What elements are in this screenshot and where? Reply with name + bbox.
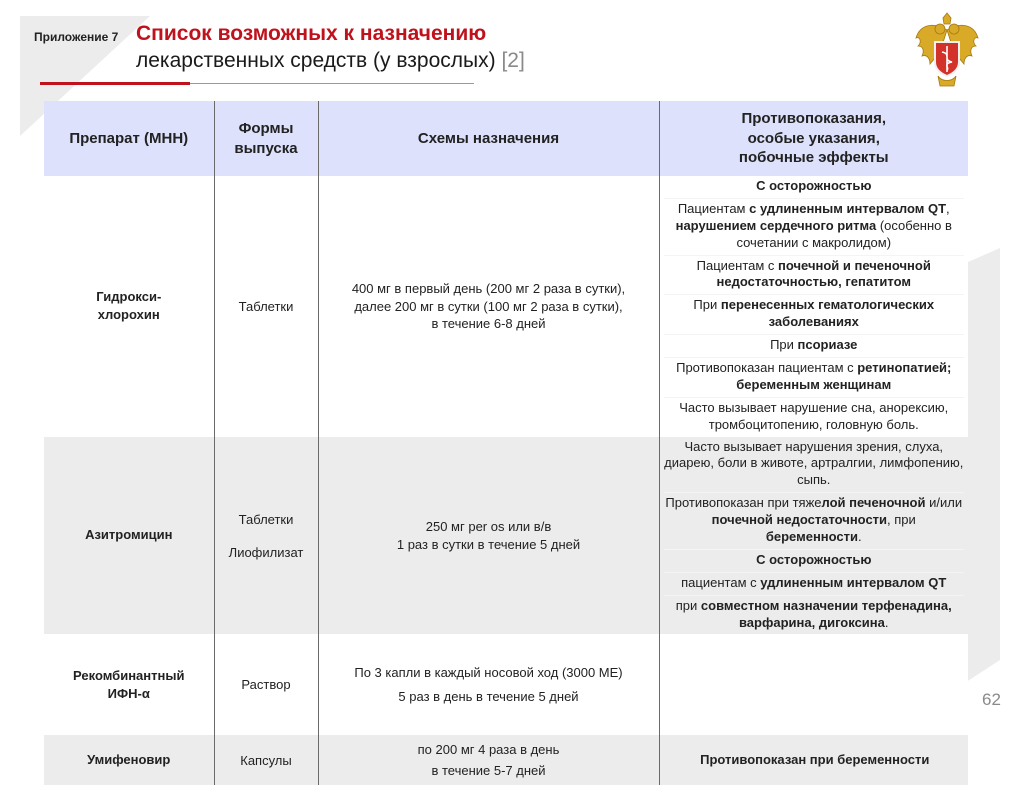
drug-name-line: хлорохин bbox=[97, 307, 160, 323]
dosage-scheme bbox=[318, 437, 659, 635]
drug-name bbox=[44, 634, 214, 735]
drug-name-line: Умифеновир bbox=[87, 752, 171, 768]
note-text-bold: удлиненным интервалом QT bbox=[760, 574, 947, 590]
page-number: 62 bbox=[982, 690, 1001, 709]
reference-marker: [2] bbox=[501, 49, 525, 72]
note-text: . bbox=[884, 614, 889, 630]
table-row bbox=[44, 634, 968, 735]
note-text: Пациентам с bbox=[696, 257, 779, 273]
note-text-bold: Противопоказан при беременности bbox=[700, 751, 930, 767]
note-text: пациентам с bbox=[681, 574, 761, 590]
note-text: при bbox=[675, 597, 701, 613]
medications-table bbox=[44, 101, 968, 785]
note-text-bold: псориазе bbox=[797, 337, 858, 353]
release-forms bbox=[214, 176, 318, 437]
note-text-bold: перенесенных гематологических заболеваниях bbox=[720, 297, 935, 330]
dosage-line: 5 раз в день в течение 5 дней bbox=[398, 688, 579, 704]
note-text-bold: почечной и печеночной недостаточностью, гепатитом bbox=[716, 257, 931, 290]
drug-name bbox=[44, 176, 214, 437]
column-header-notes-line1: Противопоказания, bbox=[741, 110, 887, 128]
contraindications bbox=[659, 735, 968, 785]
column-header-notes-line3: побочные эффекты bbox=[738, 149, 889, 167]
note-text-bold: совместном назначении терфенадина, варфарина, дигоксина bbox=[700, 597, 952, 630]
column-header-forms-line2: выпуска bbox=[234, 139, 298, 157]
dosage-line: 400 мг в первый день (200 мг 2 раза в сутки), bbox=[351, 280, 626, 296]
dosage-line: 1 раз в сутки в течение 5 дней bbox=[396, 536, 581, 552]
release-forms bbox=[214, 735, 318, 785]
note-text-bold: нарушением сердечного ритма bbox=[675, 217, 877, 233]
title-underline-red bbox=[40, 82, 190, 85]
column-header-notes-line2: особые указания, bbox=[747, 129, 880, 147]
dosage-line: по 200 мг 4 раза в день bbox=[417, 741, 560, 757]
note-text: Пациентам bbox=[677, 200, 750, 216]
note-text: (особенно в сочетании с макролидом) bbox=[736, 217, 952, 250]
note-text-bold: беременности bbox=[765, 529, 859, 545]
note-text: Часто вызывает нарушение сна, анорексию, тромбоцитопению, головную боль. bbox=[679, 399, 949, 432]
dosage-line: далее 200 мг в сутки (100 мг 2 раза в сутки), bbox=[354, 298, 623, 314]
right-gray-shape bbox=[968, 248, 1000, 668]
note-item bbox=[666, 750, 965, 772]
contraindications bbox=[659, 437, 968, 635]
page-title-line2-text: лекарственных средств (у взрослых) bbox=[136, 49, 496, 72]
release-forms bbox=[214, 634, 318, 735]
release-form: Таблетки bbox=[238, 298, 294, 314]
column-header-forms-line1: Формы bbox=[238, 120, 294, 137]
drug-name-line: Гидрокси- bbox=[96, 289, 162, 305]
ministry-of-health-emblem-icon bbox=[912, 12, 982, 92]
note-text-bold: почечной недостаточности bbox=[711, 512, 888, 528]
contraindications bbox=[659, 176, 968, 437]
drug-name-line: ИФН-α bbox=[107, 685, 150, 701]
release-form: Капсулы bbox=[240, 752, 292, 768]
dosage-scheme bbox=[318, 176, 659, 437]
note-text: , bbox=[946, 200, 950, 216]
dosage-line: По 3 капли в каждый носовой ход (3000 МЕ) bbox=[354, 665, 623, 681]
dosage-line: 250 мг per os или в/в bbox=[425, 518, 552, 534]
note-text: Часто вызывает нарушения зрения, слуха, диарею, боли в животе, артралгии, лимфопению, сыпь. bbox=[664, 438, 964, 488]
table-header-row bbox=[44, 101, 968, 176]
dosage-line: в течение 5-7 дней bbox=[431, 763, 546, 779]
note-item bbox=[664, 358, 965, 398]
column-header-forms bbox=[214, 101, 318, 176]
page-title-line1: Список возможных к назначению bbox=[136, 22, 487, 45]
table-row bbox=[44, 735, 968, 785]
note-item bbox=[664, 437, 965, 494]
release-form: Таблетки bbox=[238, 511, 294, 527]
column-header-drug bbox=[44, 101, 214, 176]
drug-name bbox=[44, 735, 214, 785]
contraindications bbox=[659, 634, 968, 735]
drug-name bbox=[44, 437, 214, 635]
note-item bbox=[664, 596, 965, 635]
note-text: Противопоказан пациентам с bbox=[676, 360, 858, 376]
note-text-bold: С осторожностью bbox=[756, 178, 872, 193]
note-item bbox=[664, 398, 965, 437]
note-item bbox=[664, 335, 965, 358]
note-text: При bbox=[693, 297, 721, 313]
note-text-bold: с удлиненным интервалом QT bbox=[749, 200, 947, 216]
note-item bbox=[664, 295, 965, 335]
dosage-line: в течение 6-8 дней bbox=[431, 316, 546, 332]
note-text: Противопоказан при тяже bbox=[665, 495, 822, 511]
release-form: Лиофилизат bbox=[228, 544, 304, 560]
dosage-scheme bbox=[318, 735, 659, 785]
note-text: . bbox=[858, 529, 862, 545]
note-item bbox=[664, 550, 965, 573]
title-underline-gray bbox=[190, 83, 474, 84]
release-form: Раствор bbox=[241, 677, 291, 693]
note-text: , при bbox=[887, 512, 916, 528]
page-title-line2 bbox=[136, 49, 525, 73]
appendix-label: Приложение 7 bbox=[34, 30, 119, 44]
column-header-scheme bbox=[318, 101, 659, 176]
release-forms bbox=[214, 437, 318, 635]
note-text: и/или bbox=[925, 495, 963, 511]
note-item bbox=[664, 176, 965, 199]
column-header-drug-text: Препарат (МНН) bbox=[69, 129, 189, 147]
drug-name-line: Азитромицин bbox=[85, 527, 173, 543]
note-item bbox=[664, 199, 965, 256]
note-item bbox=[664, 493, 965, 550]
drug-name-line: Рекомбинантный bbox=[73, 667, 185, 683]
table-body bbox=[44, 176, 968, 785]
note-text-bold: лой печеночной bbox=[821, 495, 926, 511]
column-header-scheme-text: Схемы назначения bbox=[417, 129, 560, 147]
note-item bbox=[664, 573, 965, 596]
table-row bbox=[44, 176, 968, 437]
note-item bbox=[664, 256, 965, 296]
dosage-scheme bbox=[318, 634, 659, 735]
note-text-bold: С осторожностью bbox=[756, 551, 872, 567]
note-text-bold: ретинопатией; беременным женщинам bbox=[736, 360, 952, 392]
table-row bbox=[44, 437, 968, 635]
slide-header bbox=[0, 0, 1024, 100]
column-header-notes bbox=[659, 101, 968, 176]
note-text: При bbox=[770, 337, 798, 353]
